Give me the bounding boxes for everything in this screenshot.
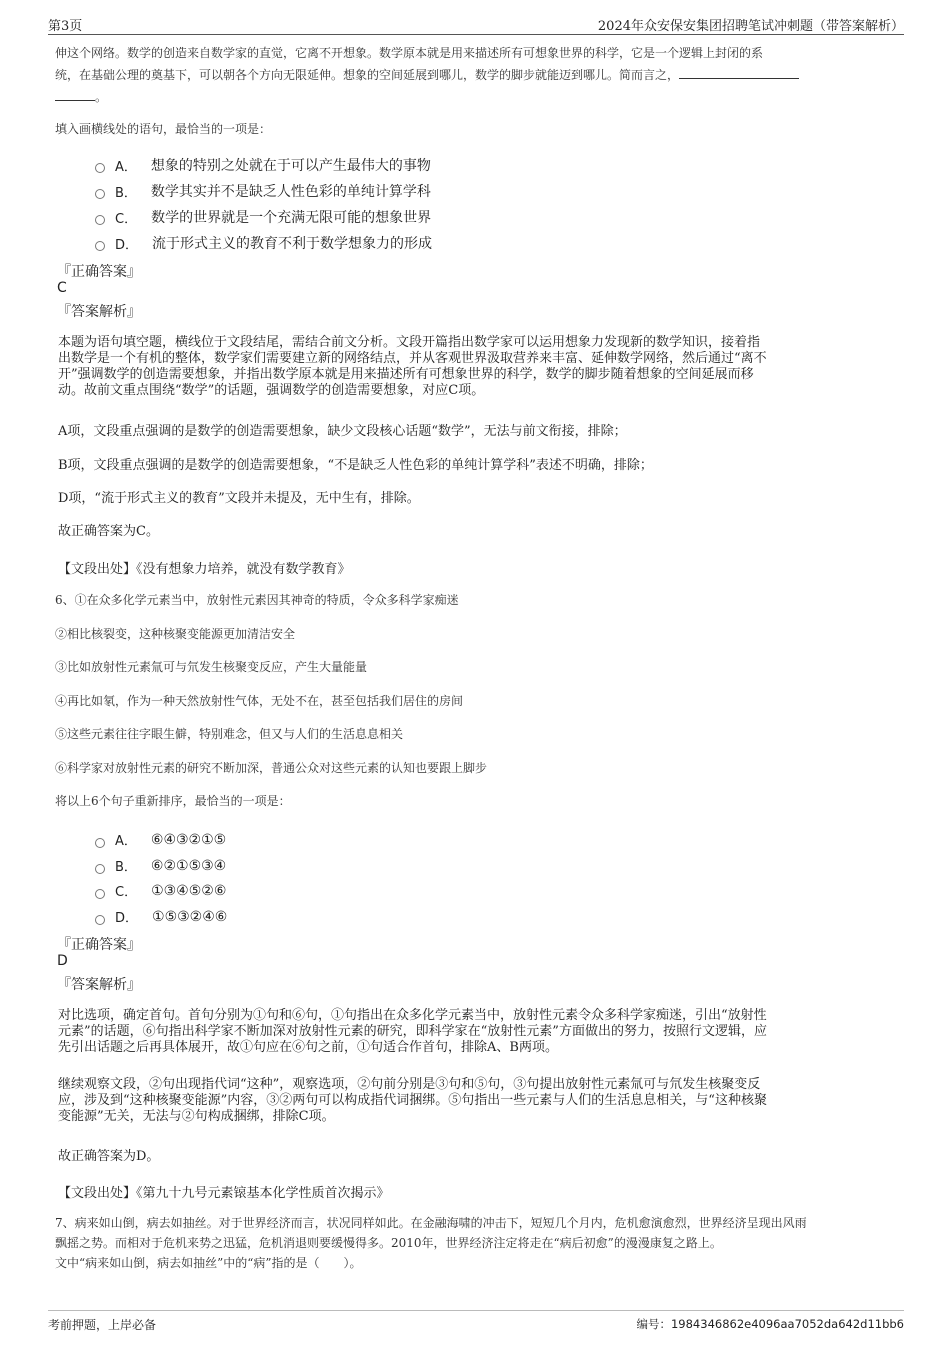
- q6-sentence-1: 6、①在众多化学元素当中，放射性元素因其神奇的特质，令众多科学家痴迷: [55, 593, 459, 607]
- q6-answer: D: [57, 953, 68, 969]
- q6-prompt: 将以上6个句子重新排序，最恰当的一项是：: [55, 794, 291, 808]
- q6-option-c[interactable]: C． ①③④⑤②⑥: [95, 881, 226, 900]
- q7-line: 飘摇之势。而相对于危机来势之迅猛，危机消退则要缓慢得多。2010年，世界经济注定将走在“病后初愈”的漫漫康复之路上。: [55, 1236, 722, 1250]
- radio-button[interactable]: [95, 838, 105, 848]
- q5-note-d: D项，“流于形式主义的教育”文段并未提及，无中生有，排除。: [58, 491, 420, 506]
- radio-button[interactable]: [95, 241, 105, 251]
- q5-note-a: A项，文段重点强调的是数学的创造需要想象，缺少文段核心话题“数学”，无法与前文衔接，排除；: [58, 424, 627, 439]
- document-title: 2024年众安保安集团招聘笔试冲刺题（带答案解析）: [597, 19, 904, 34]
- analysis-line: 变能源”无关，无法与②句构成捆绑，排除C项。: [58, 1109, 335, 1124]
- q5-option-c[interactable]: C． 数学的世界就是一个充满无限可能的想象世界: [95, 207, 431, 227]
- document-id: 编号：1984346862e4096aa7052da642d11bb6: [636, 1317, 904, 1331]
- q5-conclusion: 故正确答案为C。: [58, 524, 159, 539]
- analysis-line: 继续观察文段，②句出现指代词“这种”，观察选项，②句前分别是③句和⑤句，③句提出放射性元素氚可与氘发生核聚变反: [58, 1077, 761, 1092]
- q7-line: 文中“病来如山倒，病去如抽丝”中的“病”指的是（ ）。: [55, 1256, 362, 1270]
- radio-button[interactable]: [95, 915, 105, 925]
- analysis-line: 先引出话题之后再具体展开，故①句应在⑥句之前，①句适合作首句，排除A、B两项。: [58, 1040, 558, 1055]
- radio-button[interactable]: [95, 163, 105, 173]
- q6-conclusion: 故正确答案为D。: [58, 1149, 160, 1164]
- analysis-line: 对比选项，确定首句。首句分别为①句和⑥句，①句指出在众多化学元素当中，放射性元素令众多科学家痴迷，引出“放射性: [58, 1008, 767, 1023]
- q5-answer-label: 『正确答案』: [57, 264, 141, 280]
- q6-analysis-p1: [58, 1008, 898, 1056]
- q6-analysis-label: 『答案解析』: [57, 977, 141, 993]
- q5-note-b: B项，文段重点强调的是数学的创造需要想象，“不是缺乏人性色彩的单纯计算学科”表述不明确，排除；: [58, 458, 653, 473]
- radio-button[interactable]: [95, 215, 105, 225]
- q5-option-d[interactable]: D． 流于形式主义的教育不利于数学想象力的形成: [95, 233, 432, 253]
- analysis-line: 元素”的话题，⑥句指出科学家不断加深对放射性元素的研究，即科学家在“放射性元素”方面做出的努力，按照行文逻辑，应: [58, 1024, 767, 1039]
- q6-sentence-5: ⑤这些元素往往字眼生僻，特别难念，但又与人们的生活息息相关: [55, 727, 404, 741]
- q5-source: 【文段出处】《没有想象力培养，就没有数学教育》: [58, 562, 351, 577]
- q6-option-b[interactable]: B． ⑥②①⑤③④: [95, 856, 226, 875]
- q6-sentence-3: ③比如放射性元素氚可与氘发生核聚变反应，产生大量能量: [55, 660, 368, 674]
- page-header: [48, 14, 904, 35]
- answer-blank: [679, 66, 799, 79]
- q6-source: 【文段出处】《第九十九号元素锿基本化学性质首次揭示》: [58, 1186, 390, 1201]
- q6-answer-label: 『正确答案』: [57, 937, 141, 953]
- footer-slogan: 考前押题，上岸必备: [48, 1318, 157, 1332]
- radio-button[interactable]: [95, 189, 105, 199]
- analysis-line: 出数学是一个有机的整体，数学家们需要建立新的网络结点，并从客观世界汲取营养来丰富、延伸数学网络，然后通过“离不: [58, 351, 767, 366]
- radio-button[interactable]: [95, 889, 105, 899]
- page-number: 第3页: [48, 19, 83, 34]
- q5-answer: C: [57, 280, 67, 296]
- analysis-line: 开”强调数学的创造需要想象，并指出数学原本就是用来描述所有可想象世界的科学，数学的脚步随着想象的空间延展而移: [58, 367, 754, 382]
- q6-sentence-2: ②相比核裂变，这种核聚变能源更加清洁安全: [55, 627, 296, 641]
- analysis-line: 本题为语句填空题，横线位于文段结尾，需结合前文分析。文段开篇指出数学家可以运用想象力发现新的数学知识，接着指: [58, 335, 761, 350]
- q5-passage-line: 。: [55, 86, 905, 108]
- q5-option-a[interactable]: A． 想象的特别之处就在于可以产生最伟大的事物: [95, 155, 431, 175]
- q6-sentence-6: ⑥科学家对放射性元素的研究不断加深，普通公众对这些元素的认知也要跟上脚步: [55, 761, 488, 775]
- q6-sentence-4: ④再比如氡，作为一种天然放射性气体，无处不在，甚至包括我们居住的房间: [55, 694, 464, 708]
- q5-prompt: 填入画横线处的语句，最恰当的一项是：: [55, 122, 272, 136]
- answer-blank: [55, 88, 95, 101]
- analysis-line: 动。故前文重点围绕“数学”的话题，强调数学的创造需要想象，对应C项。: [58, 383, 485, 398]
- q5-passage-line: 伸这个网络。数学的创造来自数学家的直觉，它离不开想象。数学原本就是用来描述所有可想象世界的科学，它是一个逻辑上封闭的系: [55, 46, 764, 60]
- q5-analysis-label: 『答案解析』: [57, 304, 141, 320]
- q7-line: 7、病来如山倒，病去如抽丝。对于世界经济而言，状况同样如此。在金融海啸的冲击下，短短几个月内，危机愈演愈烈，世界经济呈现出风雨: [55, 1216, 807, 1230]
- q5-option-b[interactable]: B． 数学其实并不是缺乏人性色彩的单纯计算学科: [95, 181, 431, 201]
- q6-option-a[interactable]: A． ⑥④③②①⑤: [95, 830, 226, 849]
- q6-option-d[interactable]: D． ①⑤③②④⑥: [95, 907, 227, 926]
- radio-button[interactable]: [95, 864, 105, 874]
- q5-passage: [55, 42, 905, 108]
- q5-passage-line: 统，在基础公理的奠基下，可以朝各个方向无限延伸。想象的空间延展到哪儿，数学的脚步就能迈到哪儿。简而言之，: [55, 64, 905, 86]
- page-footer: [48, 1310, 904, 1335]
- q5-analysis: [58, 335, 898, 399]
- analysis-line: 应，涉及到“这种核聚变能源”内容，③②两句可以构成指代词捆绑。⑤句指出一些元素与人们的生活息息相关，与“这种核聚: [58, 1093, 767, 1108]
- q7-passage: [55, 1213, 910, 1273]
- q6-analysis-p2: [58, 1077, 898, 1125]
